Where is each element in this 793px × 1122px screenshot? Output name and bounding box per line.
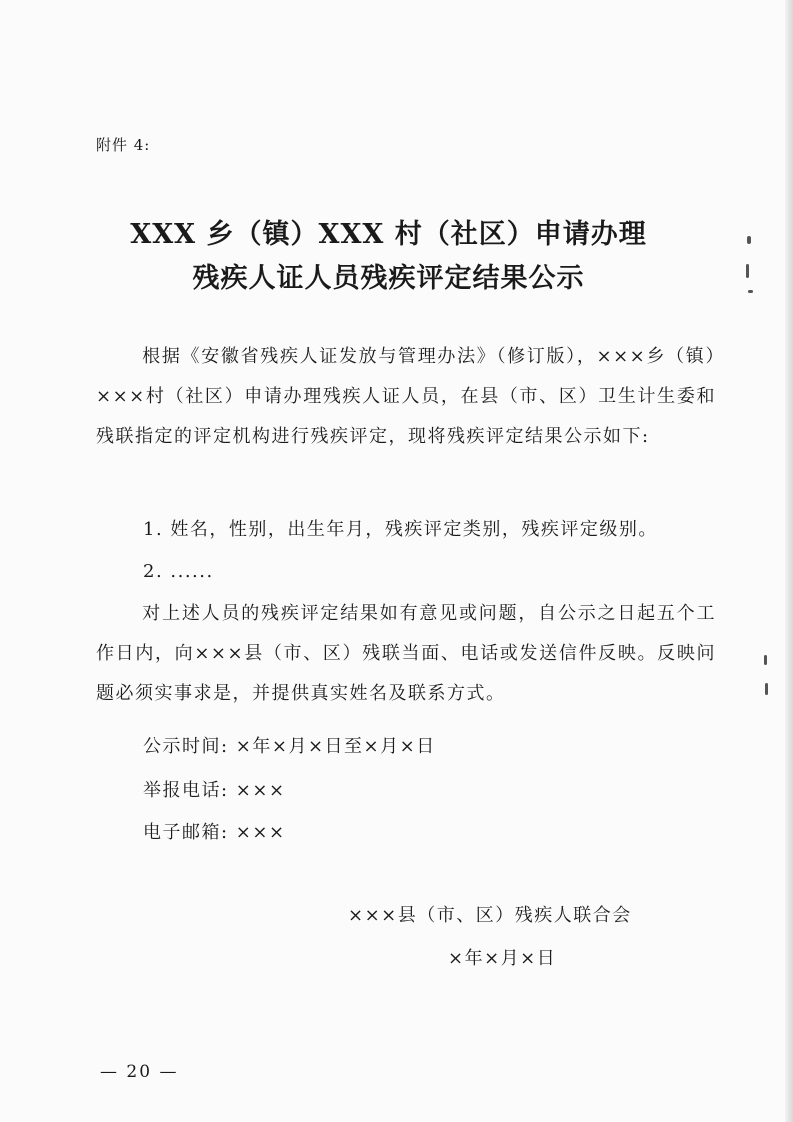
signature-organization: ×××县（市、区）残疾人联合会	[348, 905, 632, 926]
email-address: 电子邮箱: ×××	[143, 822, 286, 843]
page-number: — 20 —	[100, 1062, 179, 1082]
binding-mark	[746, 264, 749, 278]
feedback-paragraph	[96, 594, 716, 714]
binding-mark	[764, 655, 767, 665]
attachment-label: 附件 4:	[96, 136, 151, 154]
intro-paragraph-text: 根据《安徽省残疾人证发放与管理办法》（修订版），×××乡（镇）×××村（社区）申请办理残疾人证人员，在县（市、区）卫生计生委和残联指定的评定机构进行残疾评定，现将残疾评定结果公示如下:	[96, 346, 716, 447]
binding-mark	[748, 290, 753, 293]
document-title-line1: XXX 乡（镇）XXX 村（社区）申请办理	[130, 219, 647, 250]
intro-paragraph	[96, 337, 716, 457]
feedback-paragraph-text: 对上述人员的残疾评定结果如有意见或问题，自公示之日起五个工作日内，向×××县（市、区）残联当面、电话或发送信件反映。反映问题必须实事求是，并提供真实姓名及联系方式。	[96, 603, 716, 704]
document-title-line2: 残疾人证人员残疾评定结果公示	[192, 263, 585, 294]
list-item-2: 2. ......	[143, 561, 214, 582]
list-item-1: 1. 姓名，性别，出生年月，残疾评定类别，残疾评定级别。	[143, 519, 658, 540]
page-edge-shadow	[785, 0, 793, 1122]
binding-mark	[747, 236, 751, 244]
report-phone: 举报电话: ×××	[143, 780, 286, 801]
publicity-time: 公示时间: ×年×月×日至×月×日	[143, 736, 436, 757]
signature-date: ×年×月×日	[448, 948, 557, 969]
binding-mark	[765, 683, 768, 695]
